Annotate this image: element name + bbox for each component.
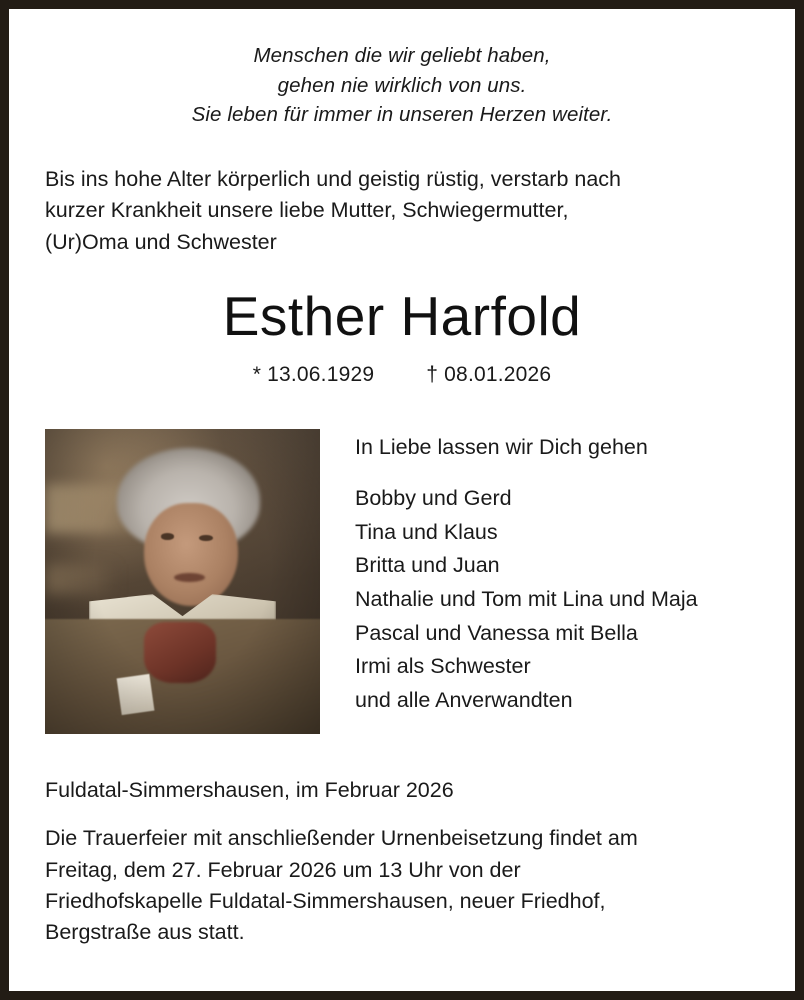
list-item: Tina und Klaus — [355, 519, 498, 544]
mourners-list — [355, 482, 759, 717]
ceremony-line-1: Die Trauerfeier mit anschließender Urnenbeisetzung findet am — [45, 826, 638, 851]
ceremony-line-2: Freitag, dem 27. Februar 2026 um 13 Uhr von der — [45, 857, 521, 882]
birth-date: * 13.06.1929 — [252, 363, 375, 387]
farewell-line: In Liebe lassen wir Dich gehen — [355, 435, 648, 460]
ceremony-line-4: Bergstraße aus statt. — [45, 919, 245, 944]
ceremony-line-3: Friedhofskapelle Fuldatal-Simmershausen, neuer Friedhof, — [45, 888, 606, 913]
portrait-photo — [45, 429, 320, 734]
list-item: Britta und Juan — [355, 553, 500, 578]
list-item: Nathalie und Tom mit Lina und Maja — [355, 587, 698, 612]
deceased-name: Esther Harfold — [222, 284, 582, 347]
intro-line-2: kurzer Krankheit unsere liebe Mutter, Schwiegermutter, — [45, 198, 569, 223]
list-item: Pascal und Vanessa mit Bella — [355, 620, 638, 645]
obituary-inner — [9, 9, 795, 991]
list-item: und alle Anverwandten — [355, 687, 573, 712]
place-and-date: Fuldatal-Simmershausen, im Februar 2026 — [45, 778, 454, 803]
intro-text — [45, 164, 759, 258]
life-dates — [45, 363, 759, 387]
memorial-verse — [45, 41, 759, 130]
photo-and-family — [45, 429, 759, 734]
intro-line-3: (Ur)Oma und Schwester — [45, 229, 277, 254]
intro-line-1: Bis ins hohe Alter körperlich und geistig rüstig, verstarb nach — [45, 167, 622, 192]
list-item: Irmi als Schwester — [355, 654, 531, 679]
verse-line-1: Menschen die wir geliebt haben, — [253, 44, 551, 67]
death-date: † 08.01.2026 — [426, 363, 552, 387]
list-item: Bobby und Gerd — [355, 486, 512, 511]
verse-line-2: gehen nie wirklich von uns. — [277, 73, 527, 97]
ceremony-details — [45, 823, 759, 948]
photo-vignette — [45, 429, 320, 734]
family-block — [320, 429, 759, 717]
verse-line-3: Sie leben für immer in unseren Herzen weiter. — [191, 103, 613, 127]
